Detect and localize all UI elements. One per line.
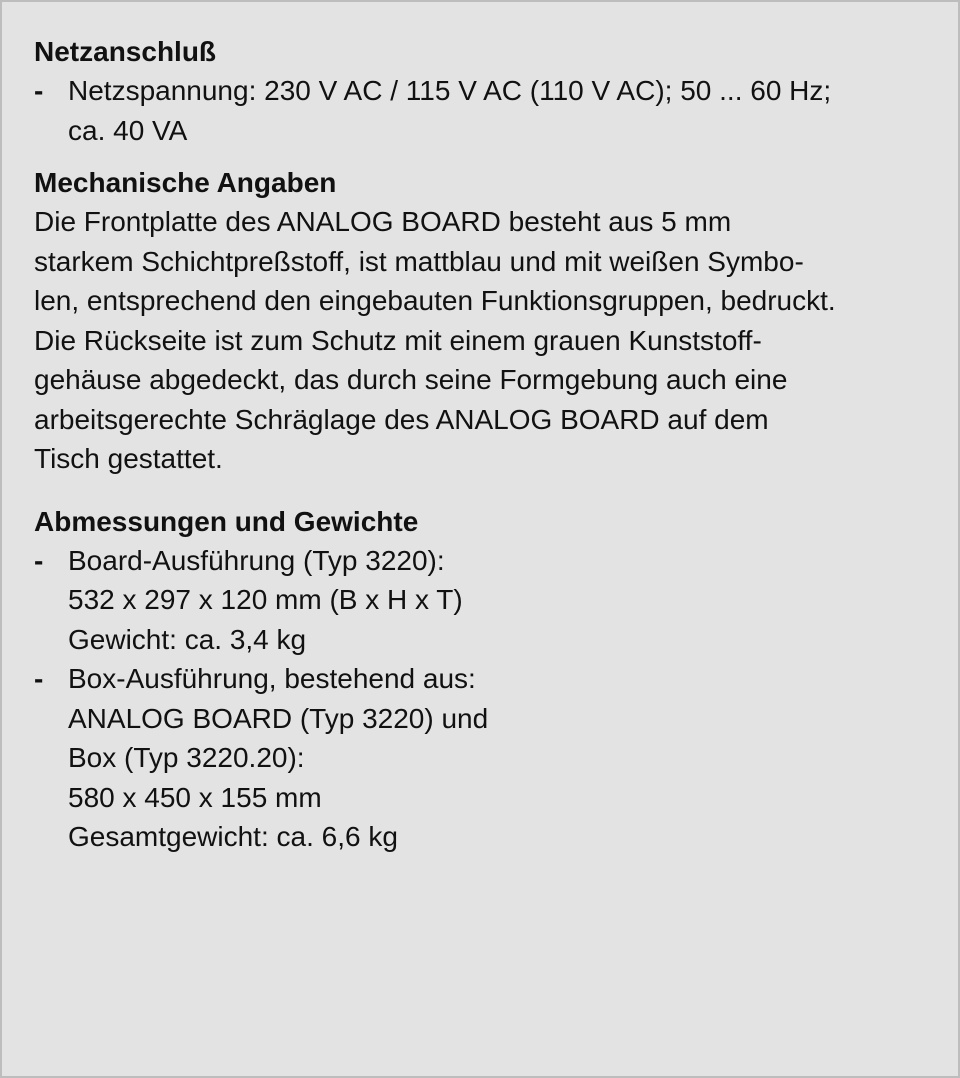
paragraph-line: Die Rückseite ist zum Schutz mit einem grauen Kunststoff-	[34, 324, 762, 356]
list-item-line: Board-Ausführung (Typ 3220):	[68, 544, 445, 576]
list-item-line: Gewicht: ca. 3,4 kg	[68, 623, 307, 655]
list-item-line: Box-Ausführung, bestehend aus:	[68, 663, 476, 694]
section-heading-abmessungen: Abmessungen und Gewichte	[34, 505, 419, 537]
section-netzanschluss	[34, 32, 938, 150]
mechanik-paragraph	[34, 202, 938, 479]
paragraph-line: Die Frontplatte des ANALOG BOARD besteht aus 5 mm	[34, 206, 732, 237]
list-item-line: Box (Typ 3220.20):	[68, 742, 305, 773]
section-heading-mechanik: Mechanische Angaben	[34, 167, 337, 198]
bullet-dash: -	[34, 544, 44, 576]
bullet-dash: -	[34, 75, 44, 106]
netzanschluss-list	[34, 71, 938, 150]
list-item-line: Netzspannung: 230 V AC / 115 V AC (110 V AC); 50 ... 60 Hz;	[68, 75, 832, 106]
list-item	[34, 71, 938, 150]
list-item-line: Gesamtgewicht: ca. 6,6 kg	[68, 821, 398, 852]
paragraph-line: arbeitsgerechte Schräglage des ANALOG BOARD auf dem	[34, 403, 769, 435]
list-item	[34, 659, 938, 857]
section-mechanik	[34, 163, 938, 479]
paragraph-line: Tisch gestattet.	[34, 443, 223, 474]
list-item-line: 580 x 450 x 155 mm	[68, 781, 322, 813]
list-item-line: ANALOG BOARD (Typ 3220) und	[68, 702, 489, 734]
paragraph-line: starkem Schichtpreßstoff, ist mattblau und mit weißen Symbo-	[34, 245, 804, 277]
list-item-line: ca. 40 VA	[68, 114, 188, 146]
section-heading-netzanschluss: Netzanschluß	[34, 36, 217, 67]
section-abmessungen	[34, 502, 938, 857]
paragraph-line: len, entsprechend den eingebauten Funktionsgruppen, bedruckt.	[34, 285, 836, 316]
abmessungen-list	[34, 541, 938, 857]
bullet-dash: -	[34, 663, 44, 694]
list-item-line: 532 x 297 x 120 mm (B x H x T)	[68, 584, 463, 615]
list-item	[34, 541, 938, 660]
paragraph-line: gehäuse abgedeckt, das durch seine Formgebung auch eine	[34, 364, 788, 395]
